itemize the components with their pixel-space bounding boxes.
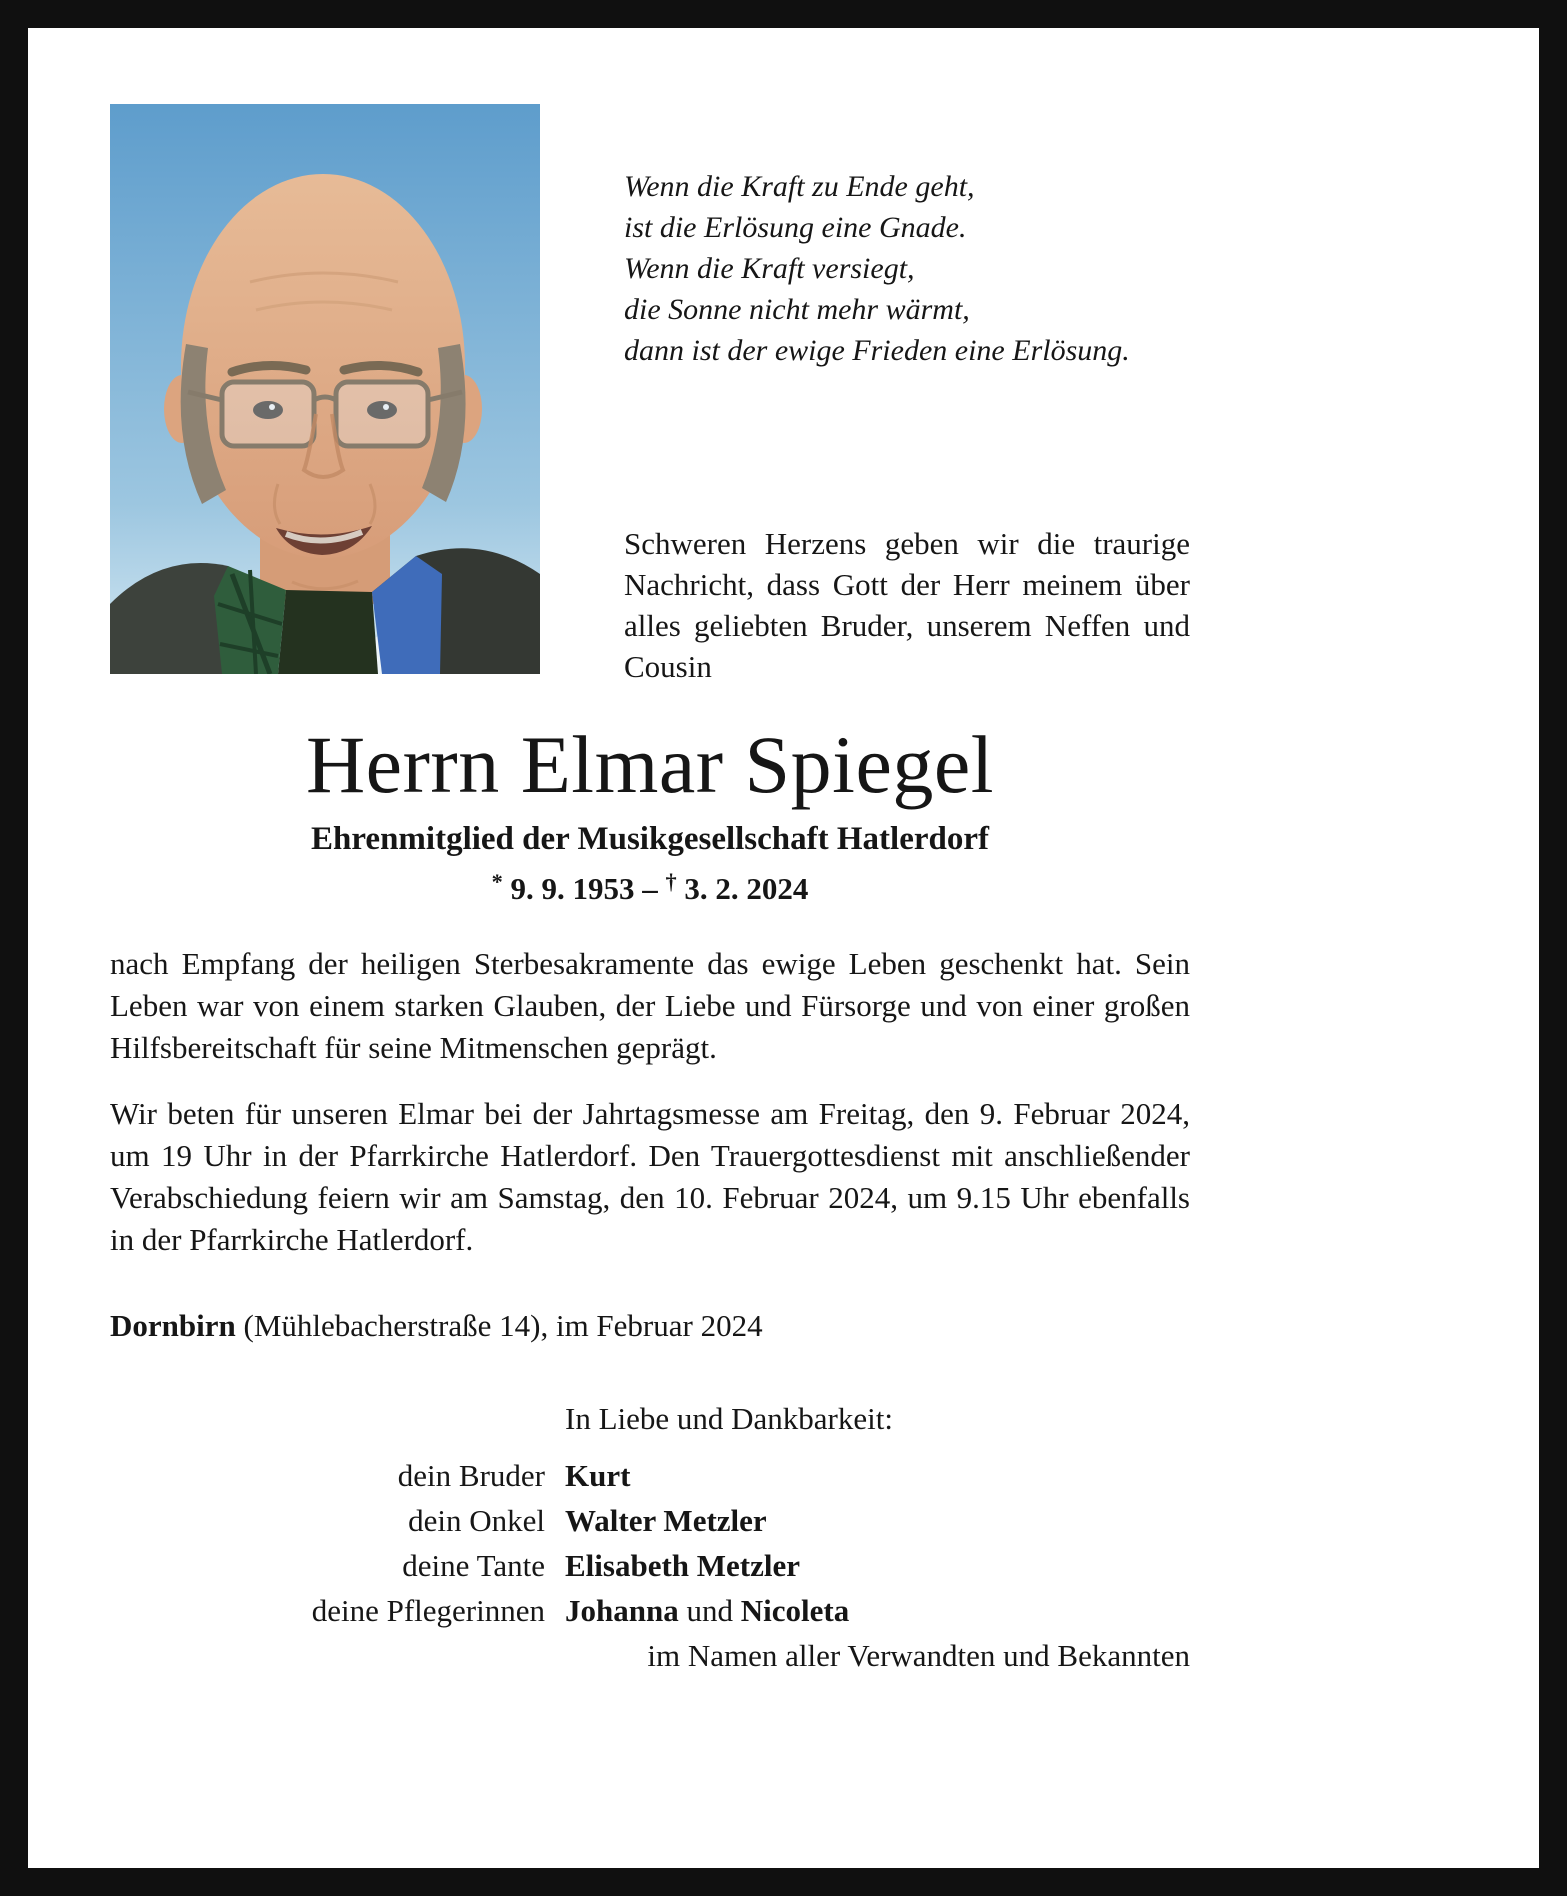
place-name: Dornbirn — [110, 1308, 236, 1344]
mourner-label: dein Onkel — [408, 1503, 545, 1539]
mourner-label: deine Pflegerinnen — [311, 1593, 545, 1629]
header-section — [110, 104, 1190, 687]
mourner-name: Walter Metzler — [565, 1503, 767, 1539]
intro-paragraph: Schweren Herzens geben wir die traurige Nachricht, dass Gott der Herr meinem über alles geliebten Bruder, unserem Neffen und Cousin — [624, 526, 1190, 684]
poem-line: Wenn die Kraft versiegt, — [624, 252, 915, 285]
mourner-label: deine Tante — [402, 1548, 545, 1584]
body-paragraph-1: nach Empfang der heiligen Sterbesakramente das ewige Leben geschenkt hat. Sein Leben war von einem starken Glauben, der Liebe und Fürsorge und von einer großen Hilfsbereitschaft für seine Mitmenschen geprägt. — [110, 946, 1190, 1066]
poem-line: die Sonne nicht mehr wärmt, — [624, 293, 970, 326]
mourner-label: dein Bruder — [397, 1458, 545, 1494]
birth-symbol: * — [491, 869, 503, 894]
death-date: 3. 2. 2024 — [684, 871, 809, 907]
mourner-name: Elisabeth Metzler — [565, 1548, 801, 1584]
gratitude-heading: In Liebe und Dankbarkeit: — [565, 1401, 893, 1437]
death-symbol: † — [665, 869, 677, 894]
birth-date: 9. 9. 1953 — [510, 871, 635, 907]
place-address-date: (Mühlebacherstraße 14), im Februar 2024 — [243, 1308, 763, 1344]
life-dates — [110, 862, 1190, 909]
mourners-list — [110, 1453, 1190, 1633]
portrait-photo-graphic — [110, 104, 540, 674]
caregiver-name-1: Johanna — [565, 1593, 679, 1629]
face — [181, 174, 465, 558]
mourner-name: Kurt — [565, 1458, 631, 1494]
conjunction: und — [686, 1593, 733, 1629]
mourner-name — [565, 1588, 1190, 1633]
header-text-column — [624, 104, 1190, 687]
dates-separator: – — [642, 871, 658, 907]
poem-line: dann ist der ewige Frieden eine Erlösung. — [624, 334, 1130, 367]
body-paragraph-2: Wir beten für unseren Elmar bei der Jahrtagsmesse am Freitag, den 9. Februar 2024, um 19 Uhr in der Pfarrkirche Hatlerdorf. Den Trauergottesdienst mit anschließender Verabschiedung feiern wir am Samstag, den 10. Februar 2024, um 9.15 Uhr ebenfalls in der Pfarrkirche Hatlerdorf. — [110, 1096, 1190, 1258]
portrait-photo — [110, 104, 540, 674]
place-date-line — [110, 1305, 1190, 1347]
memorial-poem — [624, 166, 1190, 371]
honor-title: Ehrenmitglied der Musikgesellschaft Hatlerdorf — [311, 821, 989, 857]
poem-line: Wenn die Kraft zu Ende geht, — [624, 170, 975, 203]
caregiver-name-2: Nicoleta — [740, 1593, 850, 1629]
shirt-front — [278, 590, 378, 674]
deceased-name: Herrn Elmar Spiegel — [305, 719, 995, 810]
obituary-content — [110, 104, 1190, 1678]
poem-line: ist die Erlösung eine Gnade. — [624, 211, 967, 244]
closing-line: im Namen aller Verwandten und Bekannten — [647, 1638, 1190, 1674]
